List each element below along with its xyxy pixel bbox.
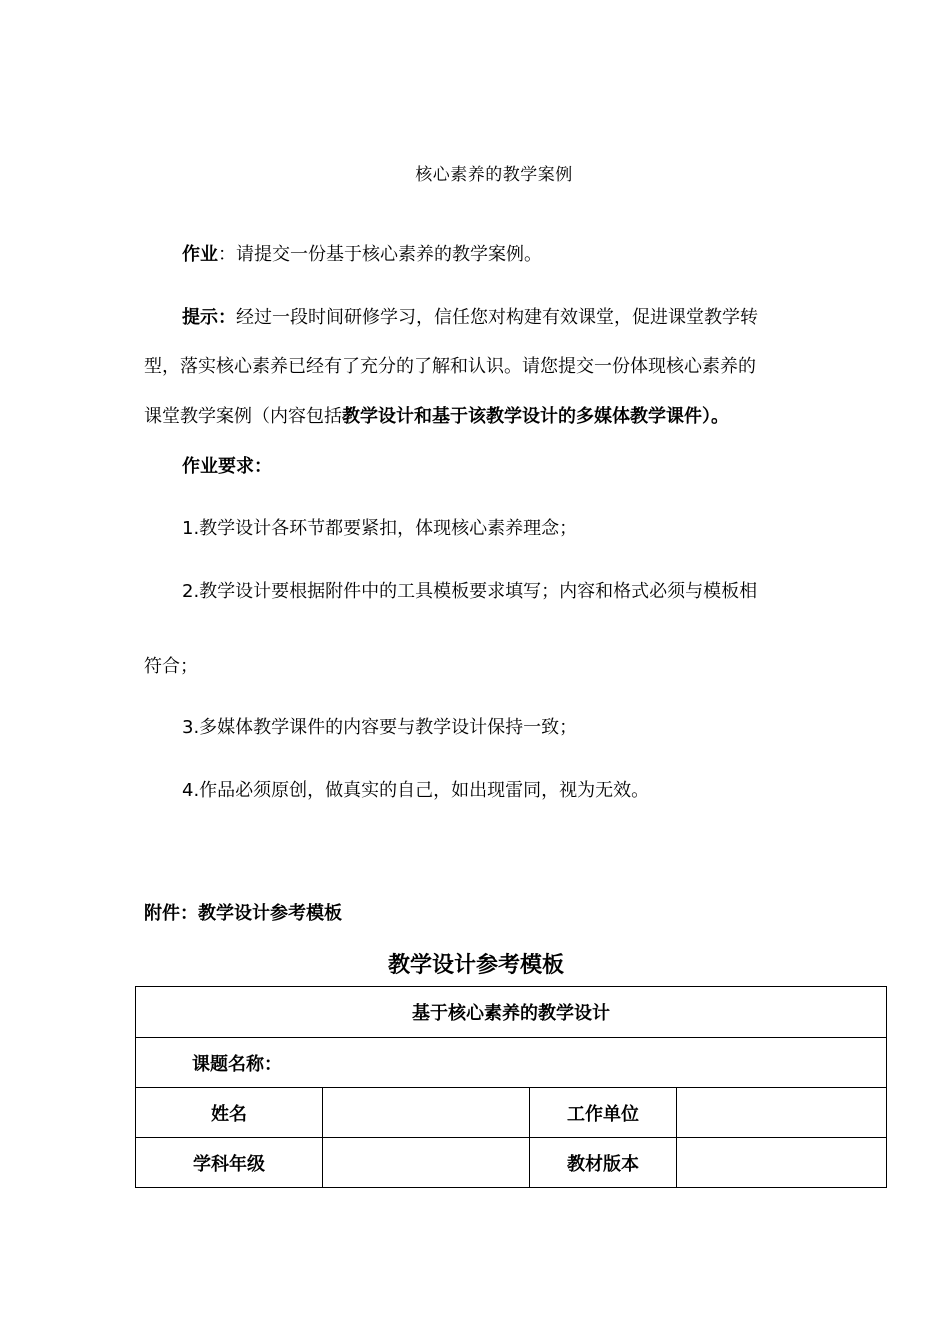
hint-line-1 xyxy=(182,307,842,329)
subject-value xyxy=(323,1138,530,1188)
subject-label: 学科年级 xyxy=(136,1138,323,1188)
textbook-value xyxy=(677,1138,887,1188)
assignment-paragraph xyxy=(182,244,842,266)
requirement-item-2: 2.教学设计要根据附件中的工具模板要求填写；内容和格式必须与模板相 xyxy=(182,581,758,602)
textbook-label: 教材版本 xyxy=(530,1138,677,1188)
hint-text-3-end: ）。 xyxy=(702,406,729,427)
hint-text-3-bold: 教学设计和基于该教学设计的多媒体教学课件 xyxy=(342,406,702,427)
table-row xyxy=(136,1088,887,1138)
hint-label: 提示： xyxy=(182,307,236,328)
unit-label: 工作单位 xyxy=(530,1088,677,1138)
requirements-heading: 作业要求： xyxy=(182,456,272,477)
assignment-label: 作业 xyxy=(182,244,218,265)
requirement-item-1: 1.教学设计各环节都要紧扣，体现核心素养理念； xyxy=(182,518,578,539)
requirement-item-4: 4.作品必须原创，做真实的自己，如出现雷同，视为无效。 xyxy=(182,780,650,801)
table-row xyxy=(136,1138,887,1188)
assignment-text: 请提交一份基于核心素养的教学案例。 xyxy=(236,244,542,265)
hint-text-3: 课堂教学案例（内容包括 xyxy=(144,406,342,427)
hint-line-3 xyxy=(144,406,804,428)
hint-line-2: 型，落实核心素养已经有了充分的了解和认识。请您提交一份体现核心素养的 xyxy=(144,356,756,377)
template-header: 基于核心素养的教学设计 xyxy=(136,987,887,1038)
table-row xyxy=(136,1038,887,1088)
template-title: 教学设计参考模板 xyxy=(387,953,564,978)
name-label: 姓名 xyxy=(136,1088,323,1138)
requirement-item-3: 3.多媒体教学课件的内容要与教学设计保持一致； xyxy=(182,717,578,738)
attachment-label: 附件：教学设计参考模板 xyxy=(144,903,342,924)
assignment-separator: ： xyxy=(218,244,236,265)
template-table xyxy=(135,986,887,1188)
requirement-item-2-cont: 符合； xyxy=(144,656,198,677)
topic-label: 课题名称： xyxy=(136,1038,887,1088)
unit-value xyxy=(677,1088,887,1138)
table-row xyxy=(136,987,887,1038)
name-value xyxy=(323,1088,530,1138)
page-title: 核心素养的教学案例 xyxy=(415,165,573,185)
hint-text-1: 经过一段时间研修学习，信任您对构建有效课堂，促进课堂教学转 xyxy=(236,307,758,328)
